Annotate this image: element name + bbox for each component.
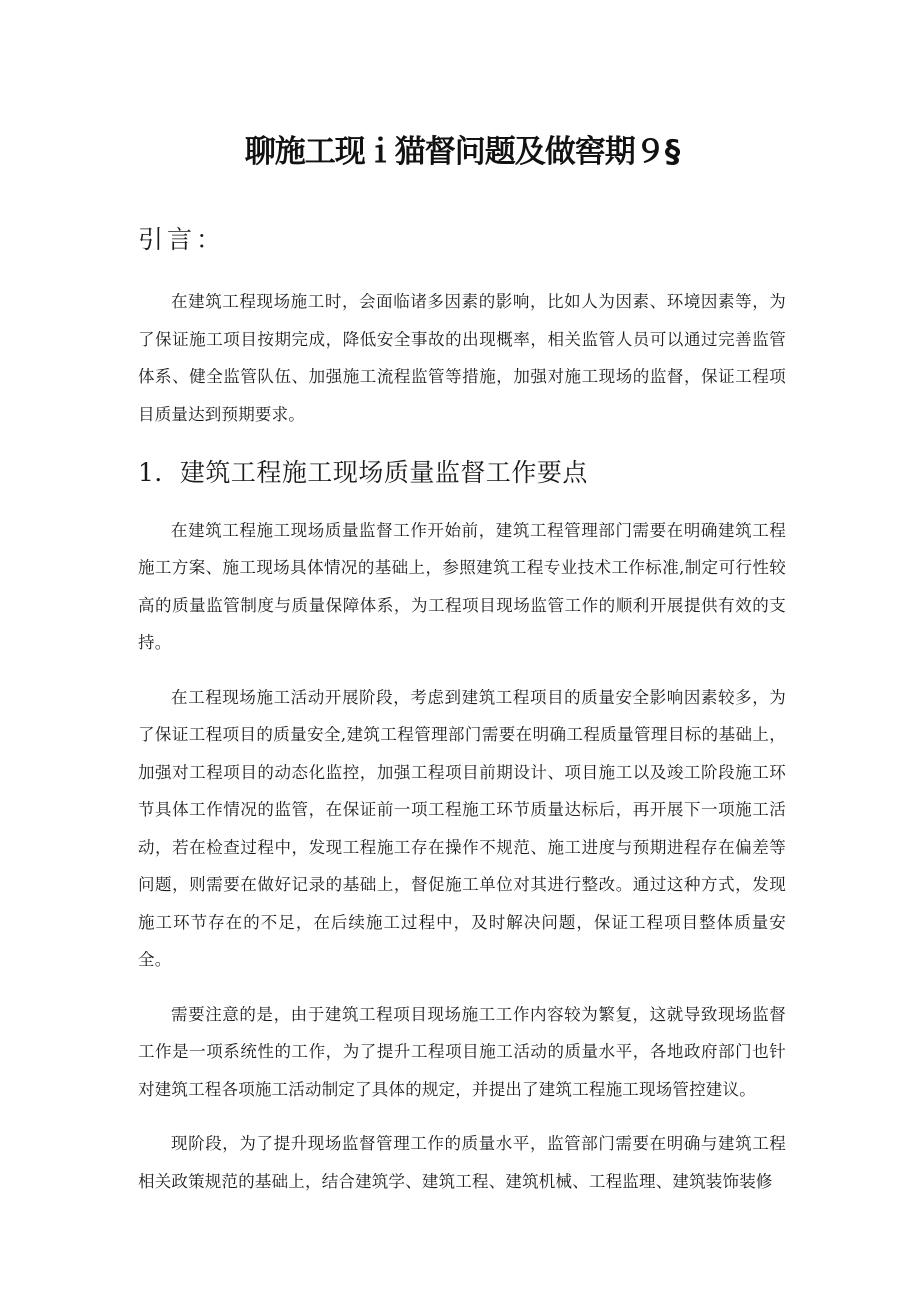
document-title: 聊施工现ｉ猫督问题及做窖期９§	[244, 134, 680, 170]
section-1-paragraph-4: 现阶段，为了提升现场监督管理工作的质量水平，监管部门需要在明确与建筑工程相关政策规范的基础上，结合建筑学、建筑工程、建筑机械、工程监理、建筑装饰装修	[138, 1134, 786, 1191]
section-1-paragraph-1: 在建筑工程施工现场质量监督工作开始前，建筑工程管理部门需要在明确建筑工程施工方案、施工现场具体情况的基础上，参照建筑工程专业技术工作标准,制定可行性较高的质量监管制度与质量保障体系，为工程项目现场监管工作的顺利开展提供有效的支持。	[138, 520, 786, 653]
section-1-paragraph-3: 需要注意的是，由于建筑工程项目现场施工工作内容较为繁复，这就导致现场监督工作是一项系统性的工作，为了提升工程项目施工活动的质量水平，各地政府部门也针对建筑工程各项施工活动制定了具体的规定，并提出了建筑工程施工现场管控建议。	[138, 1004, 786, 1099]
section-1-paragraph-2: 在工程现场施工活动开展阶段，考虑到建筑工程项目的质量安全影响因素较多，为了保证工程项目的质量安全,建筑工程管理部门需要在明确工程质量管理目标的基础上，加强对工程项目的动态化监控，加强工程项目前期设计、项目施工以及竣工阶段施工环节具体工作情况的监管，在保证前一项工程施工环节质量达标后，再开展下一项施工活动，若在检查过程中，发现工程施工存在操作不规范、施工进度与预期进程存在偏差等问题，则需要在做好记录的基础上，督促施工单位对其进行整改。通过这种方式，发现施工环节存在的不足，在后续施工过程中，及时解决问题，保证工程项目整体质量安全。	[138, 687, 786, 970]
intro-paragraph: 在建筑工程现场施工时，会面临诸多因素的影响，比如人为因素、环境因素等，为了保证施工项目按期完成，降低安全事故的出现概率，相关监管人员可以通过完善监管体系、健全监管队伍、加强施工流程监管等措施，加强对施工现场的监督，保证工程项目质量达到预期要求。	[138, 292, 786, 424]
intro-heading: 引言：	[138, 225, 226, 255]
section-1-heading: 1．建筑工程施工现场质量监督工作要点	[138, 458, 588, 488]
